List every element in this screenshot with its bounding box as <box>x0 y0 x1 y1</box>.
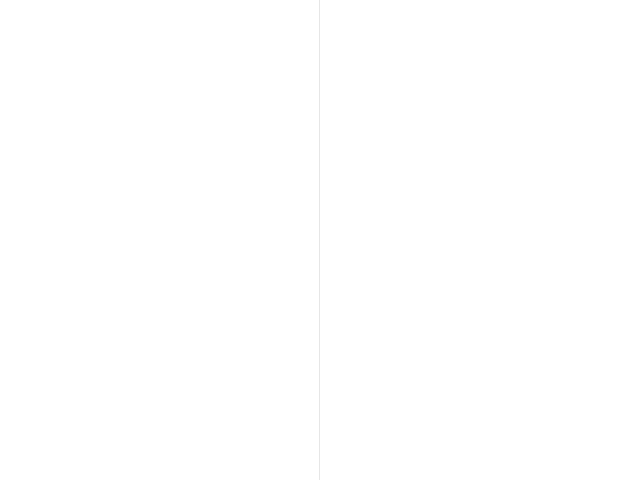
right-page <box>320 0 640 480</box>
right-body-text <box>334 30 626 456</box>
left-body-text <box>14 30 305 456</box>
